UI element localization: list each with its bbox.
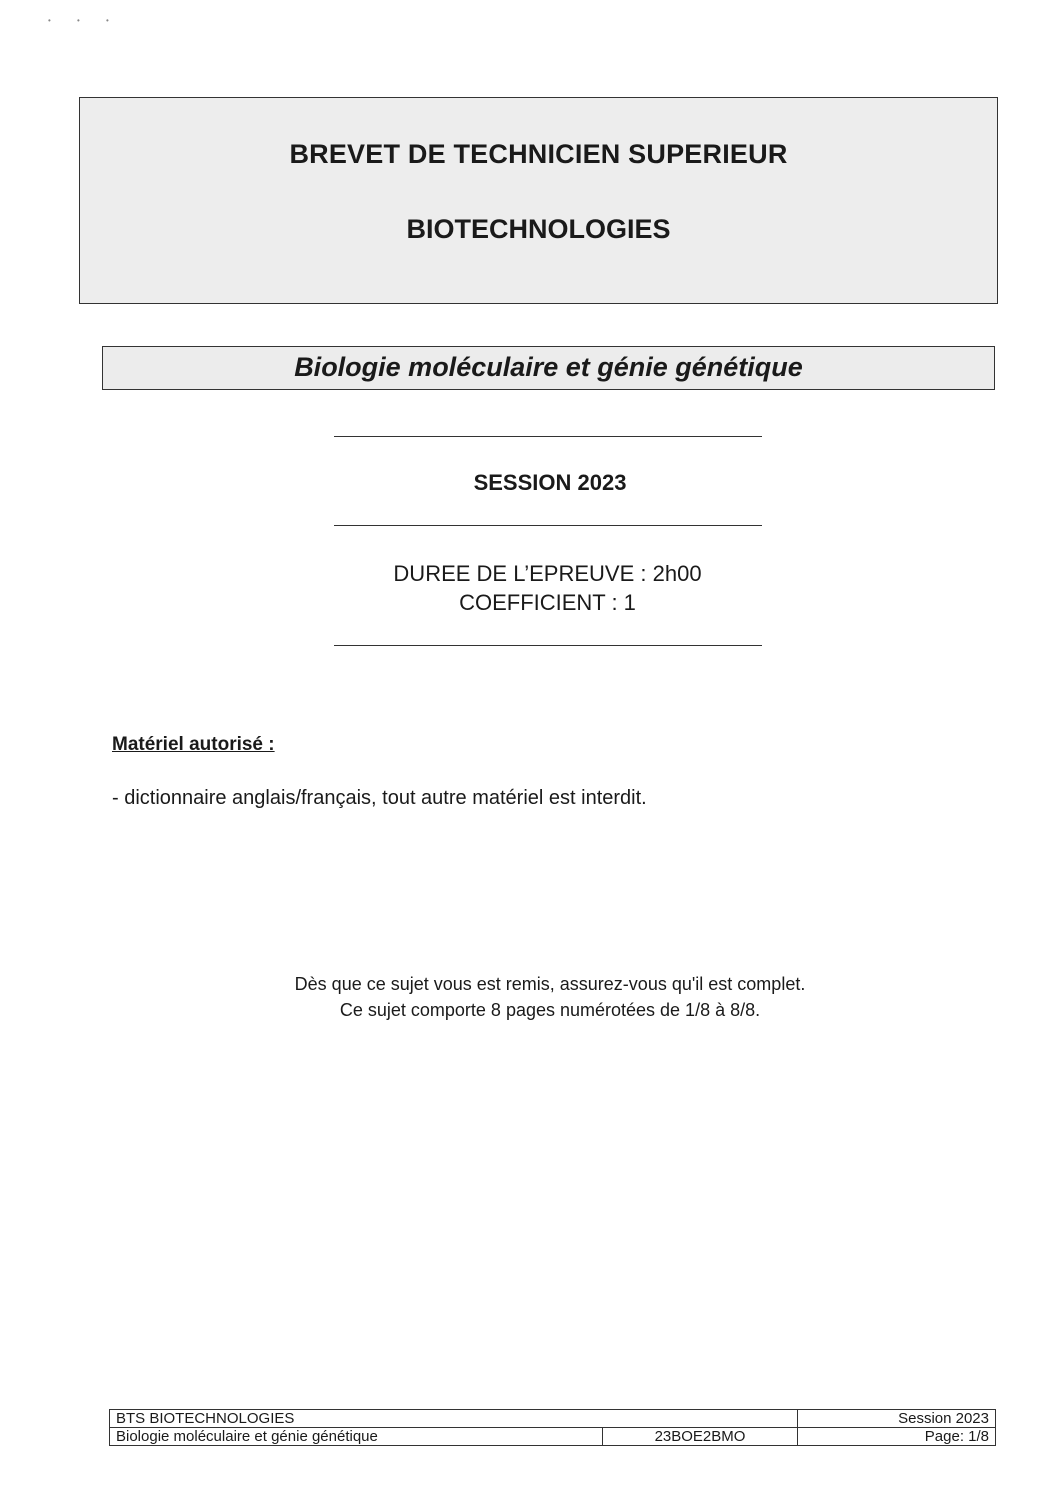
footer-exam-name: BTS BIOTECHNOLOGIES <box>110 1410 798 1428</box>
exam-title: BREVET DE TECHNICIEN SUPERIEUR <box>289 139 788 169</box>
footer-subject: Biologie moléculaire et génie génétique <box>110 1428 603 1446</box>
materials-item: - dictionnaire anglais/français, tout autre matériel est interdit. <box>112 787 647 809</box>
footer-page-number: Page: 1/8 <box>798 1428 996 1446</box>
notice-line: Dès que ce sujet vous est remis, assurez-vous qu'il est complet. <box>294 974 806 994</box>
divider <box>334 436 762 437</box>
footer-session: Session 2023 <box>798 1410 996 1428</box>
exam-duration: DUREE DE L’EPREUVE : 2h00 <box>393 561 702 586</box>
exam-speciality: BIOTECHNOLOGIES <box>406 214 671 244</box>
subject-title: Biologie moléculaire et génie génétique <box>294 352 803 382</box>
subject-box <box>102 346 995 390</box>
footer-code: 23BOE2BMO <box>603 1428 798 1446</box>
divider <box>334 525 762 526</box>
exam-coefficient: COEFFICIENT : 1 <box>459 590 636 615</box>
session-label: SESSION 2023 <box>473 470 627 495</box>
exam-header-box <box>79 97 998 304</box>
materials-heading: Matériel autorisé : <box>112 734 275 755</box>
scan-specks: • • • <box>48 16 121 25</box>
page-footer <box>109 1409 996 1446</box>
divider <box>334 645 762 646</box>
notice-line: Ce sujet comporte 8 pages numérotées de 1/8 à 8/8. <box>339 1000 761 1020</box>
